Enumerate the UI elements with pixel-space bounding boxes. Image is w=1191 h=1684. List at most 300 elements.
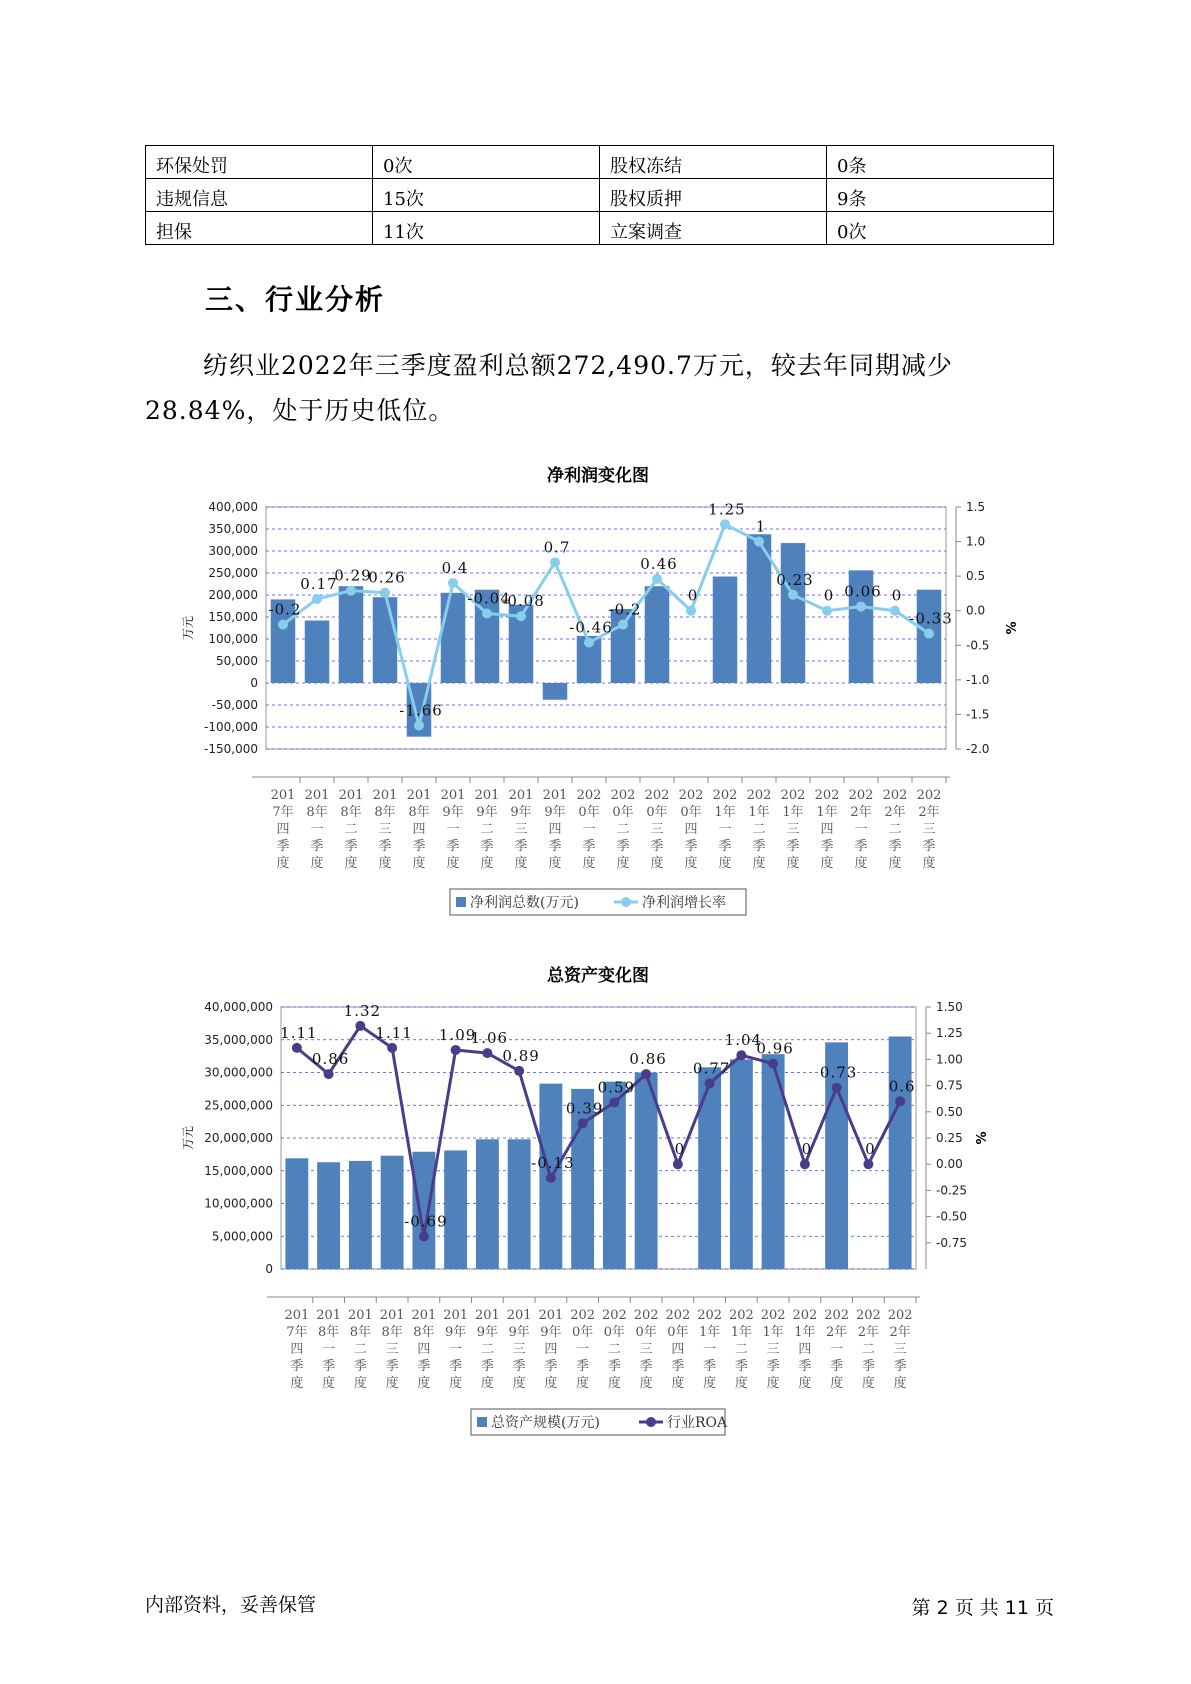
legend-bar-label: 总资产规模(万元) [491,1415,600,1431]
risk-info-table [145,145,1054,245]
line-point [346,586,356,596]
footer-confidential-note: 内部资料，妥善保管 [145,1594,317,1616]
x-tick-label: 度 [480,856,494,871]
x-tick-label: 季 [378,839,392,854]
x-tick-label: 9年 [510,805,532,820]
bar [889,1036,912,1269]
x-tick-label: 季 [752,839,766,854]
line-point [890,606,900,616]
x-tick-label: 202 [601,1308,627,1323]
x-tick-label: 一 [718,822,732,837]
x-tick-label: 2年 [889,1325,911,1340]
x-tick-label: 0年 [646,805,668,820]
line-point [482,608,492,618]
x-tick-label: 一 [446,822,460,837]
x-tick-label: 1年 [714,805,736,820]
analysis-paragraph [145,343,1055,433]
x-tick-label: 季 [639,1359,653,1374]
x-tick-label: 0年 [578,805,600,820]
data-label: 0.06 [844,582,882,601]
x-tick-label: 季 [446,839,460,854]
x-tick-label: 度 [449,1376,463,1391]
x-tick-label: 四 [276,822,290,837]
legend-line-marker [646,1417,656,1427]
data-label: 0.73 [819,1063,858,1082]
x-tick-label: 季 [650,839,664,854]
x-tick-label: 季 [616,839,630,854]
x-tick-label: 9年 [476,805,498,820]
x-tick-label: 季 [888,839,902,854]
y2-tick-label: -0.5 [966,638,990,653]
line-point [380,588,390,598]
x-tick-label: 度 [310,856,324,871]
x-tick-label: 季 [854,839,868,854]
x-tick-label: 四 [412,822,426,837]
line-point [856,602,866,612]
x-tick-label: 二 [861,1342,875,1357]
net-profit-chart [0,455,1191,915]
data-label: 0 [687,586,699,605]
x-tick-label: 季 [412,839,426,854]
line-point [355,1021,365,1031]
x-tick-label: 201 [542,788,568,803]
x-tick-label: 季 [798,1359,812,1374]
line-point [618,620,628,630]
y-tick-label: 25,000,000 [204,1098,273,1113]
data-label: 1 [755,517,767,536]
bar [635,1073,658,1270]
y-tick-label: 250,000 [208,566,258,580]
table-cell: 担保 [146,212,373,245]
bar [285,1158,308,1269]
x-tick-label: 201 [338,788,364,803]
x-tick-label: 201 [347,1308,373,1323]
y2-tick-label: 0.25 [936,1131,963,1145]
x-tick-label: 四 [548,822,562,837]
y2-axis-label: % [1005,621,1020,635]
x-tick-label: 季 [582,839,596,854]
table-cell: 股权冻结 [600,146,827,179]
data-label: 0.23 [776,570,814,589]
y-tick-label: 350,000 [208,522,258,536]
table-cell: 9条 [827,179,1054,212]
data-label: 0.4 [441,559,469,578]
x-tick-label: 1年 [794,1325,816,1340]
x-tick-label: 度 [576,1376,590,1391]
y-tick-label: 200,000 [208,588,258,602]
data-label: 0.59 [597,1078,636,1097]
line-point [451,1045,461,1055]
x-tick-label: 度 [786,856,800,871]
y2-tick-label: 0.50 [936,1104,963,1119]
x-tick-label: 201 [538,1308,564,1323]
x-tick-label: 四 [417,1342,431,1357]
x-tick-label: 度 [417,1376,431,1391]
x-tick-label: 一 [582,822,596,837]
table-row [146,212,1054,245]
line-point [312,594,322,604]
x-tick-label: 二 [353,1342,367,1357]
x-tick-label: 0年 [571,1325,594,1340]
y-tick-label: 100,000 [208,632,258,646]
x-tick-label: 202 [887,1308,913,1323]
y-tick-label: 0 [265,1262,273,1276]
x-tick-label: 度 [798,1376,812,1391]
line-point [292,1043,302,1053]
x-tick-label: 季 [544,1359,558,1374]
y-axis-label: 万元 [181,1125,195,1151]
x-tick-label: 三 [650,822,664,837]
x-tick-label: 202 [814,788,840,803]
x-tick-label: 度 [544,1376,558,1391]
x-tick-label: 8年 [408,805,430,820]
x-tick-label: 度 [861,1376,875,1391]
paragraph-text: 纺织业2022年三季度盈利总额272,490.7万元，较去年同期减少28.84%，处于历史低位。 [145,351,953,425]
y-tick-label: 40,000,000 [204,1000,273,1014]
y2-tick-label: -0.25 [936,1183,968,1198]
line-point [924,629,934,639]
x-tick-label: 202 [570,1308,596,1323]
line-point [754,537,764,547]
table-cell: 股权质押 [600,179,827,212]
x-tick-label: 201 [474,788,500,803]
x-tick-label: 201 [284,1308,310,1323]
legend-line-marker [621,897,631,907]
y-tick-label: 150,000 [208,610,258,624]
x-tick-label: 8年 [349,1325,372,1340]
x-tick-label: 季 [480,839,494,854]
x-tick-label: 一 [449,1342,463,1357]
x-tick-label: 度 [616,856,630,871]
line-point [673,1159,683,1169]
y2-tick-label: -1.5 [966,707,990,722]
y-tick-label: -150,000 [204,742,258,756]
y2-tick-label: -2.0 [966,742,990,756]
x-tick-label: 度 [684,856,698,871]
data-label: -0.13 [531,1153,575,1172]
x-tick-label: 202 [728,1308,754,1323]
bar [698,1067,721,1269]
x-tick-label: 202 [746,788,772,803]
x-tick-label: 201 [506,1308,532,1323]
x-tick-label: 201 [270,788,296,803]
bar [508,1139,531,1269]
x-tick-label: 季 [703,1359,717,1374]
x-tick-label: 2年 [857,1325,880,1340]
data-label: -0.2 [608,600,642,619]
x-tick-label: 季 [344,839,358,854]
data-label: 0.6 [888,1077,916,1096]
data-label: 0 [823,586,835,605]
x-tick-label: 二 [616,822,630,837]
x-tick-label: 四 [820,822,834,837]
x-tick-label: 202 [824,1308,850,1323]
y2-tick-label: 0.00 [936,1157,963,1172]
x-tick-label: 9年 [442,805,464,820]
x-tick-label: 202 [848,788,874,803]
data-label: -0.2 [268,600,302,619]
x-tick-label: 1年 [730,1325,753,1340]
x-tick-label: 度 [922,856,936,871]
x-tick-label: 度 [480,1376,494,1391]
y-tick-label: 10,000,000 [204,1196,273,1211]
x-tick-label: 季 [766,1359,780,1374]
table-cell: 0条 [827,146,1054,179]
bar [373,597,397,683]
y2-axis-label: % [975,1131,990,1145]
x-tick-label: 四 [671,1342,685,1357]
data-label: 0 [865,1140,876,1159]
x-tick-label: 季 [830,1359,844,1374]
x-tick-label: 三 [922,822,936,837]
y-tick-label: 5,000,000 [211,1229,273,1244]
x-tick-label: 8年 [413,1325,435,1340]
x-tick-label: 四 [544,1342,558,1357]
x-tick-label: 8年 [374,805,396,820]
line-point [686,606,696,616]
x-tick-label: 度 [650,856,664,871]
y2-tick-label: -0.50 [936,1209,968,1224]
y-tick-label: 15,000,000 [204,1163,273,1178]
x-tick-label: 202 [678,788,704,803]
x-tick-label: 度 [830,1376,844,1391]
y2-tick-label: 1.50 [936,1000,963,1014]
x-tick-label: 202 [882,788,908,803]
data-label: 0.26 [368,568,406,587]
x-tick-label: 0年 [680,805,702,820]
x-tick-label: 季 [786,839,800,854]
table-cell: 11次 [373,212,600,245]
x-tick-label: 四 [798,1342,812,1357]
x-tick-label: 度 [703,1376,717,1391]
bar [349,1161,372,1269]
x-tick-label: 季 [548,839,562,854]
x-tick-label: 二 [752,822,766,837]
x-tick-label: 度 [290,1376,304,1391]
data-label: 0 [674,1140,686,1159]
x-tick-label: 度 [752,856,766,871]
x-tick-label: 一 [703,1342,717,1357]
x-tick-label: 季 [310,839,324,854]
data-label: 0.39 [565,1099,604,1118]
x-tick-label: 8年 [317,1325,340,1340]
legend-bar-swatch [477,1417,487,1427]
footer-page-number: 第 2 页 共 11 页 [911,1597,1054,1619]
x-tick-label: 201 [440,788,466,803]
x-tick-label: 2年 [825,1325,848,1340]
bar [603,1082,626,1269]
x-tick-label: 度 [446,856,460,871]
line-point [387,1043,397,1053]
x-tick-label: 1年 [762,1325,784,1340]
x-tick-label: 202 [916,788,942,803]
x-tick-label: 1年 [816,805,838,820]
line-point [720,519,730,529]
x-tick-label: 201 [443,1308,469,1323]
data-label: 1.11 [280,1023,318,1042]
x-tick-label: 四 [290,1342,304,1357]
data-label: 1.32 [343,1001,382,1020]
line-point [516,611,526,621]
table-row [146,146,1054,179]
x-tick-label: 二 [480,822,494,837]
bar [305,621,329,683]
line-point [578,1118,588,1128]
x-tick-label: 201 [304,788,330,803]
x-tick-label: 季 [276,839,290,854]
data-label: -0.08 [501,592,545,611]
data-label: -0.46 [569,618,613,637]
x-tick-label: 三 [893,1342,907,1357]
x-tick-label: 201 [372,788,398,803]
x-tick-label: 202 [855,1308,881,1323]
x-tick-label: 0年 [612,805,634,820]
x-tick-label: 202 [697,1308,723,1323]
bar [713,577,737,683]
data-label: -0.69 [404,1212,448,1231]
line-point [419,1232,429,1242]
line-point [414,720,424,730]
x-tick-label: 8年 [340,805,362,820]
x-tick-label: 202 [633,1308,659,1323]
data-label: 1.09 [438,1025,477,1044]
y2-tick-label: 1.00 [936,1052,963,1067]
table-cell: 0次 [827,212,1054,245]
chart-title: 总资产变化图 [547,966,649,986]
line-point [822,606,832,616]
x-tick-label: 一 [830,1342,844,1357]
data-label: 0.7 [543,538,571,557]
x-tick-label: 三 [766,1342,780,1357]
x-tick-label: 201 [316,1308,342,1323]
x-tick-label: 2年 [918,805,940,820]
legend-bar-label: 净利润总数(万元) [470,895,579,911]
y-axis-label: 万元 [181,615,195,641]
y2-tick-label: 0.5 [966,569,986,584]
x-tick-label: 二 [344,822,358,837]
y-tick-label: 30,000,000 [204,1065,273,1080]
x-tick-label: 1年 [698,1325,721,1340]
bar [441,593,465,683]
line-point [863,1159,873,1169]
x-tick-label: 三 [786,822,800,837]
data-label: 1.06 [470,1029,509,1048]
y2-tick-label: -0.75 [936,1235,968,1250]
x-tick-label: 201 [508,788,534,803]
x-tick-label: 季 [734,1359,748,1374]
x-tick-label: 二 [888,822,902,837]
y-tick-label: 300,000 [208,544,258,558]
x-tick-label: 度 [548,856,562,871]
x-tick-label: 2年 [850,805,872,820]
x-tick-label: 8年 [306,805,328,820]
table-cell: 违规信息 [146,179,373,212]
x-tick-label: 8年 [381,1325,403,1340]
bar [339,586,363,683]
x-tick-label: 二 [480,1342,494,1357]
x-tick-label: 三 [378,822,392,837]
x-tick-label: 201 [406,788,432,803]
data-label: 0.89 [502,1046,540,1065]
x-tick-label: 度 [582,856,596,871]
x-tick-label: 季 [607,1359,621,1374]
total-assets-chart [0,955,1191,1431]
y2-tick-label: -1.0 [966,672,990,687]
y-tick-label: 50,000 [216,654,258,668]
x-tick-label: 二 [734,1342,748,1357]
x-tick-label: 9年 [544,805,566,820]
y-tick-label: 20,000,000 [204,1131,273,1145]
data-label: 1.04 [724,1031,763,1050]
x-tick-label: 季 [922,839,936,854]
x-tick-label: 三 [514,822,528,837]
x-tick-label: 季 [671,1359,685,1374]
x-tick-label: 季 [353,1359,367,1374]
x-tick-label: 三 [639,1342,653,1357]
x-tick-label: 9年 [444,1325,467,1340]
x-tick-label: 202 [665,1308,691,1323]
section-heading: 三、行业分析 [205,283,386,316]
bar [645,586,669,683]
x-tick-label: 201 [379,1308,405,1323]
table-cell: 0次 [373,146,600,179]
x-tick-label: 202 [610,788,636,803]
bar [730,1059,753,1269]
y2-tick-label: 1.5 [966,500,986,514]
data-label: 0.86 [629,1050,667,1069]
bar [543,683,567,700]
x-tick-label: 度 [734,1376,748,1391]
x-tick-label: 度 [385,1376,399,1391]
line-point [768,1059,778,1069]
x-tick-label: 度 [514,856,528,871]
data-label: 0.29 [334,566,372,585]
line-point [448,578,458,588]
x-tick-label: 度 [888,856,902,871]
bar [781,543,805,683]
x-tick-label: 季 [576,1359,590,1374]
line-point [705,1079,715,1089]
x-tick-label: 度 [378,856,392,871]
x-tick-label: 度 [820,856,834,871]
line-point [546,1173,556,1183]
x-tick-label: 度 [276,856,290,871]
data-label: 0 [801,1140,813,1159]
table-cell: 环保处罚 [146,146,373,179]
x-tick-label: 度 [639,1376,653,1391]
bar [476,1139,499,1269]
x-tick-label: 季 [861,1359,875,1374]
line-point [832,1083,842,1093]
x-tick-label: 度 [766,1376,780,1391]
x-tick-label: 度 [718,856,732,871]
x-tick-label: 度 [353,1376,367,1391]
bar [412,1152,435,1269]
line-point [736,1050,746,1060]
x-tick-label: 季 [718,839,732,854]
x-tick-label: 度 [671,1376,685,1391]
x-tick-label: 一 [310,822,324,837]
data-label: 1.25 [708,500,746,519]
x-tick-label: 度 [412,856,426,871]
x-tick-label: 四 [684,822,698,837]
table-cell: 立案调查 [600,212,827,245]
legend-line-label: 行业ROA [667,1415,728,1431]
data-label: 0.86 [311,1050,350,1069]
x-tick-label: 201 [411,1308,437,1323]
x-tick-label: 季 [820,839,834,854]
x-tick-label: 一 [854,822,868,837]
